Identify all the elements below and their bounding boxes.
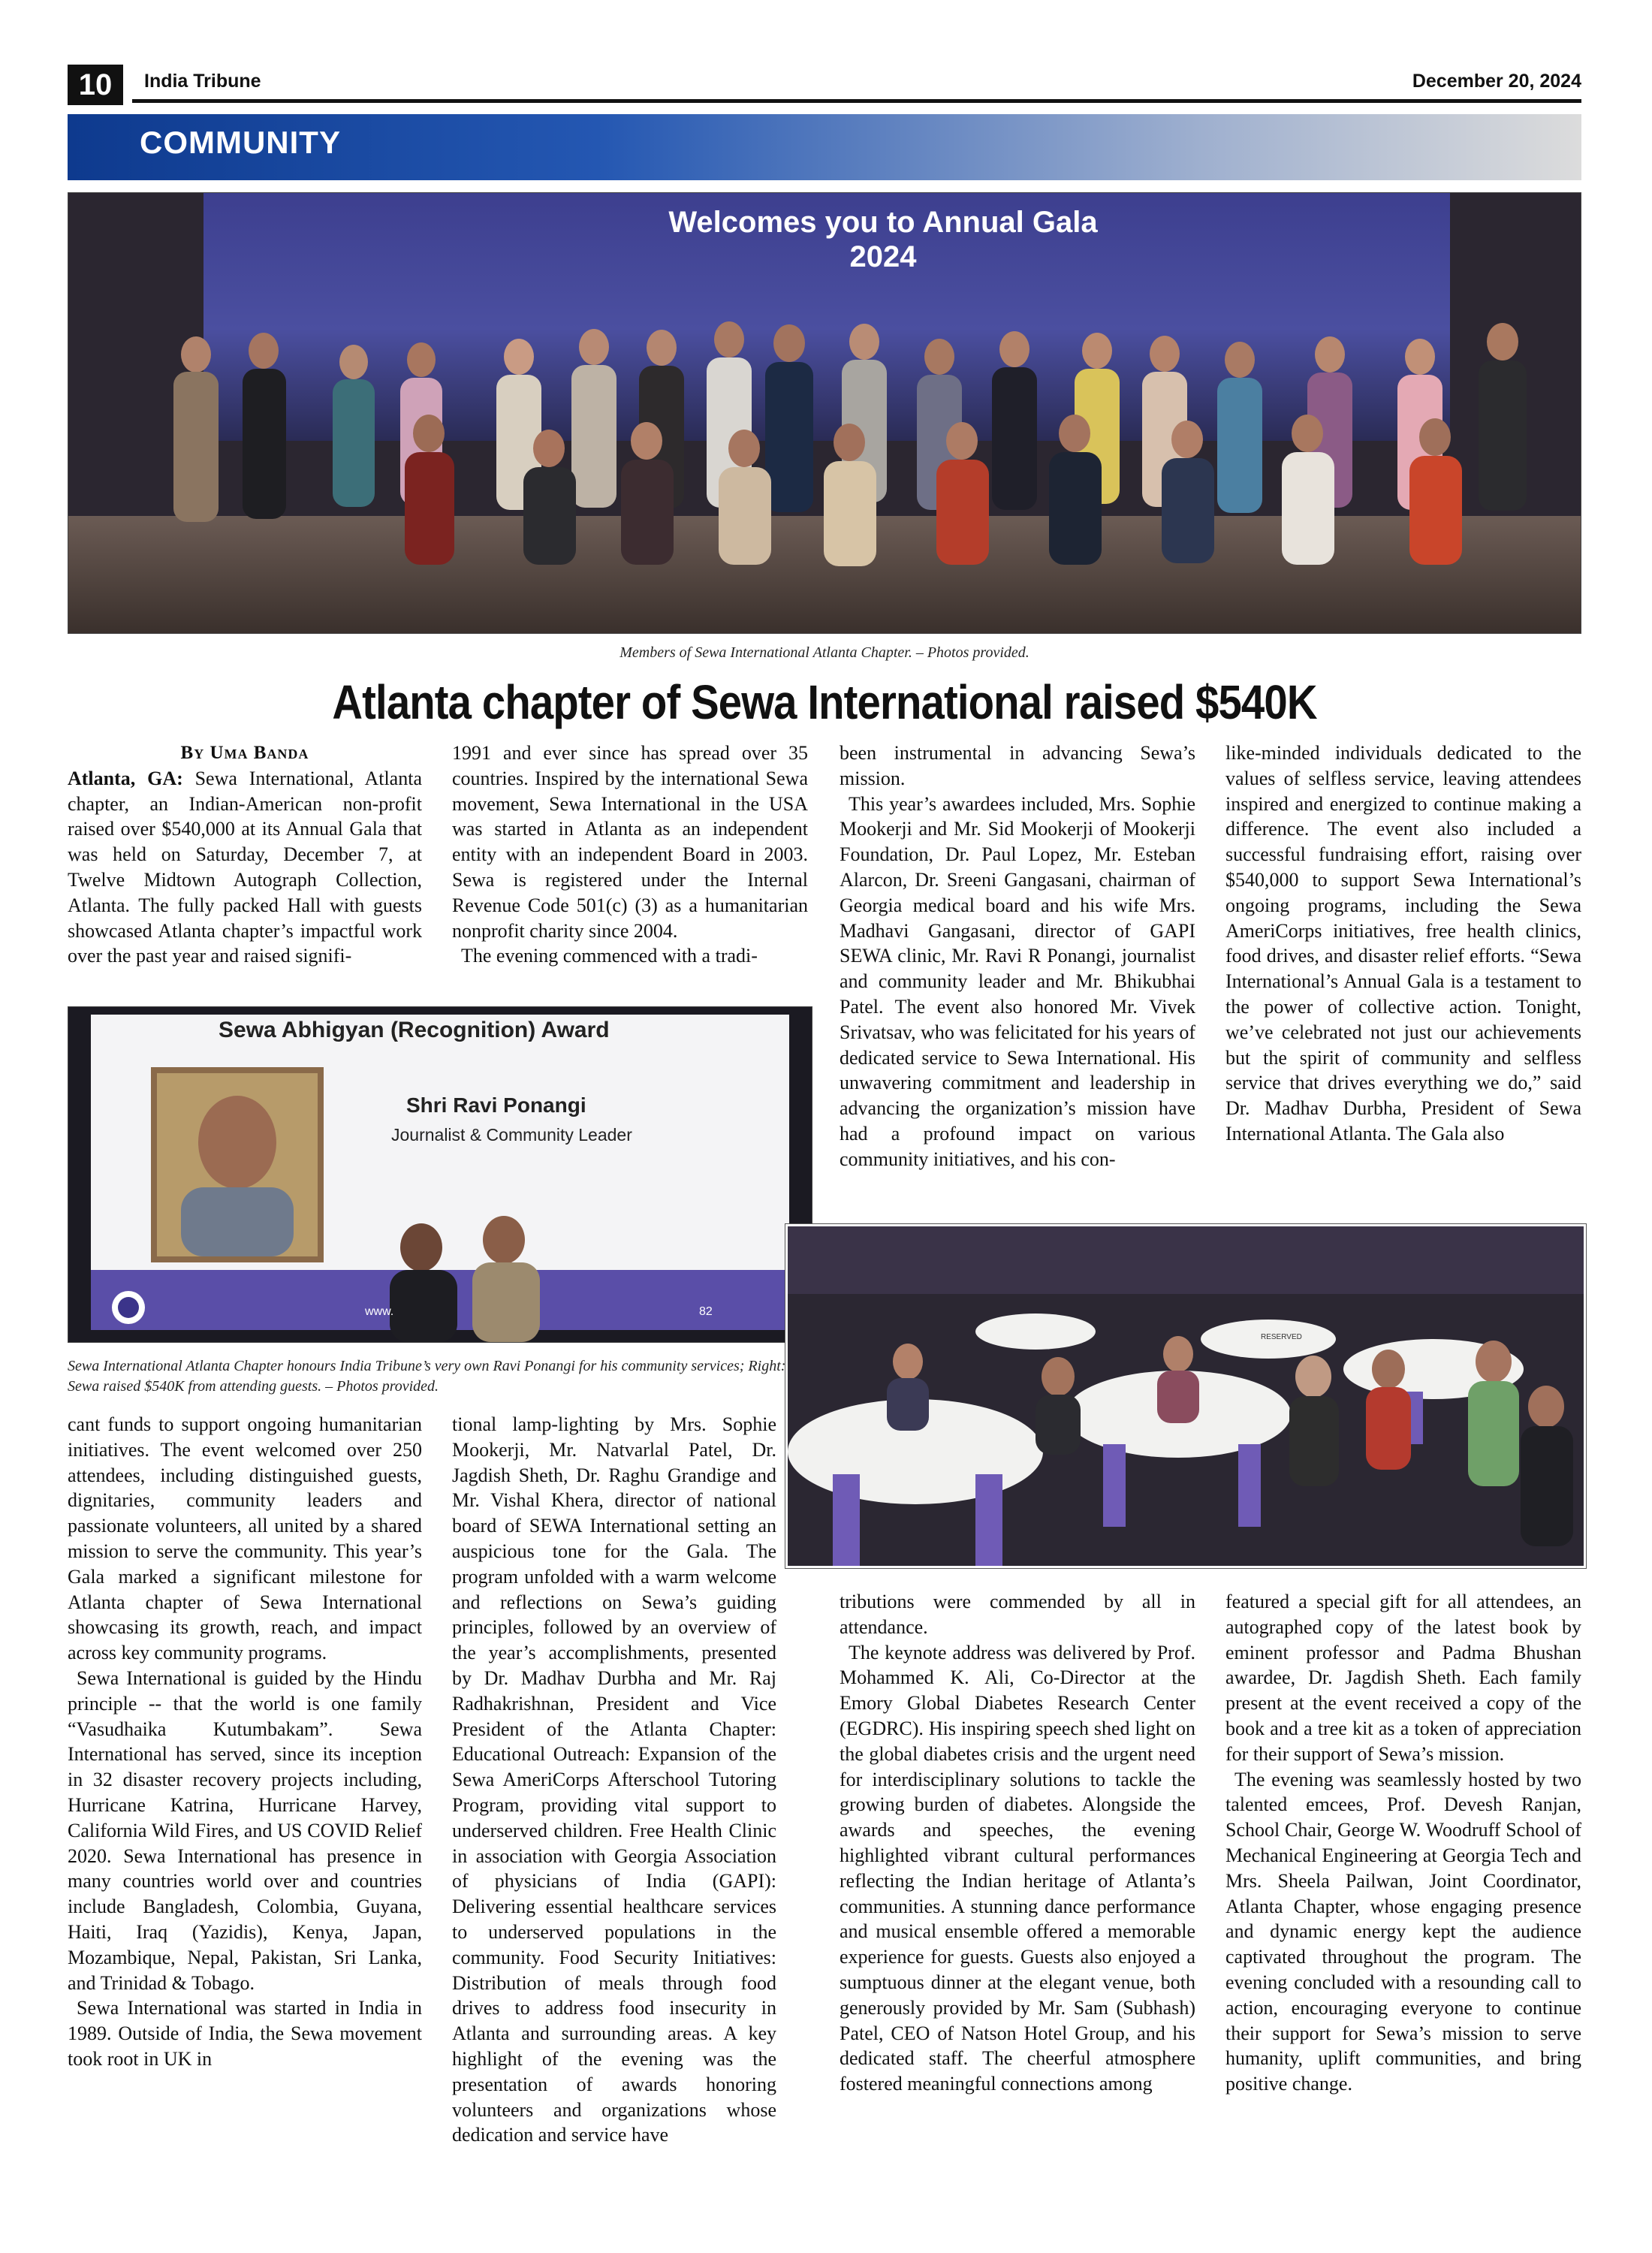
dinner-photo-illustration [788, 1226, 1584, 1566]
col1-bottom-p3: Sewa International was started in India in 1989. Outside of India, the Sewa movement took root in UK in [68, 1997, 422, 2070]
award-photo-illustration [68, 1007, 812, 1342]
col3-top-p1: been instrumental in advancing Sewa’s mission. [840, 742, 1195, 789]
col4-top-text: like-minded individuals dedicated to the values of selfless service, leaving attendees inspired and energized to continue making a difference. The event also included a successful fundraising effort, raising over $540,000 to support Sewa International’s ongoing programs, including the Sewa AmeriCorps initiatives, free health clinics, food drives, and disaster relief efforts. “Sewa International’s Annual Gala is a testament to the power of collective action. Tonight, we’ve celebrated not just our achievements but the spirit of community and selfless service that drives everything we do,” said Dr. Madhav Durbha, President of Sewa International Atlanta. The Gala also [1225, 742, 1581, 1145]
award-photo [68, 1006, 812, 1343]
honoree-name: Shri Ravi Ponangi [406, 1093, 586, 1117]
dinner-photo [785, 1224, 1586, 1568]
banner-line-1: Welcomes you to Annual Gala [668, 206, 1098, 239]
byline: By Uma Banda [180, 743, 309, 763]
page-number: 10 [68, 65, 123, 105]
col3-top-p2: This year’s awardees included, Mrs. Sophie Mookerji and Mr. Sid Mookerji of Mookerji Foundation, Dr. Paul Lopez, Mr. Esteban Alarcon, Dr. Sreeni Gangasani, chairman of Georgia medical board and his wife Mrs. Madhavi Gangasani, director of GAPI SEWA clinic, Mr. Ravi R Ponangi, journalist and community leader and Mr. Bhikubhai Patel. The event also honored Mr. Vivek Srivatsav, who was felicitated for his years of dedicated service to Sewa International. His unwavering commitment and leadership in advancing the organization’s mission have had a profound impact on various community initiatives, and his con- [840, 792, 1195, 1170]
lower-photo-caption: Sewa International Atlanta Chapter honours India Tribune’s very own Ravi Ponangi for his community services; Right: Sewa raised $540K from attending guests. – Photos provided. [68, 1358, 786, 1395]
group-photo [68, 192, 1581, 634]
publication-name: India Tribune [144, 71, 261, 92]
column-3-top [840, 740, 1195, 1172]
dateline: Atlanta, GA: [68, 767, 183, 789]
section-title: COMMUNITY [140, 125, 341, 160]
col2-bottom-text: tional lamp-lighting by Mrs. Sophie Mookerji, Mr. Natvarlal Patel, Dr. Jagdish Sheth, Dr. Raghu Grandige and Mr. Vishal Khera, director of national board of SEWA International setting an auspicious tone for the Gala. The program unfolded with a warm welcome and reflections on Sewa’s guiding principles, followed by an overview of the year’s accomplishments, presented by Dr. Madhav Durbha and Mr. Raj Radhakrishnan, President and Vice President of the Atlanta Chapter: Educational Outreach: Expansion of the Sewa AmeriCorps Afterschool Tutoring Program, providing vital support to underserved children. Free Health Clinic in association with Georgia Association of physicians of India (GAPI): Delivering essential healthcare services to underserved populations in the community. Food Security Initiatives: Distribution of meals through food drives to address food insecurity in Atlanta and surrounding areas. A key highlight of the evening was the presentation of awards honoring volunteers and organizations whose dedication and service have [452, 1413, 776, 2146]
banner-line-2: 2024 [849, 240, 917, 273]
col4-bottom-p1: featured a special gift for all attendees, an autographed copy of the latest book by eminent professor and Padma Bhushan awardee, Dr. Jagdish Sheth. Each family present at the event received a copy of the book and a tree kit as a token of appreciation for their support of Sewa’s mission. [1225, 1591, 1581, 1765]
slide-number: 82 [699, 1305, 713, 1318]
column-1-top [68, 740, 422, 969]
column-3-bottom [840, 1589, 1195, 2097]
slide-footer-text: www. [365, 1305, 394, 1318]
top-photo-caption: Members of Sewa International Atlanta Chapter. – Photos provided. [620, 644, 1029, 661]
column-2-bottom [452, 1412, 776, 2148]
column-4-bottom [1225, 1589, 1581, 2097]
col2-top-p1: 1991 and ever since has spread over 35 countries. Inspired by the international Sewa movement, Sewa International in the USA was started in Atlanta as an independent entity with an independent Board in 2003. Sewa is registered under the Internal Revenue Code 501(c) (3) as a humanitarian nonprofit charity since 2004. [452, 742, 808, 942]
issue-date: December 20, 2024 [1412, 71, 1581, 92]
header-rule [132, 99, 1581, 103]
award-slide-title: Sewa Abhigyan (Recognition) Award [219, 1018, 610, 1042]
col1-bottom-p2: Sewa International is guided by the Hindu principle -- that the world is one family “Vasudhaika Kutumbakam”. Sewa International has served, since its inception in 32 disaster recovery projects including, Hurricane Katrina, Hurricane Harvey, California Wild Fires, and US COVID Relief 2020. Sewa International has presence in many countries world over and countries include Bangladesh, Colombia, Guyana, Haiti, Iraq (Yazidis), Kenya, Japan, Mozambique, Nepal, Pakistan, Sri Lanka, and Trinidad & Tobago. [68, 1666, 422, 1994]
col2-top-p2: The evening commenced with a tradi- [461, 945, 758, 967]
col3-bottom-p1: tributions were commended by all in attendance. [840, 1591, 1195, 1638]
section-band [68, 114, 1581, 180]
column-4-top [1225, 740, 1581, 1147]
col4-bottom-p2: The evening was seamlessly hosted by two talented emcees, Prof. Devesh Ranjan, School Chair, George W. Woodruff School of Mechanical Engineering at Georgia Tech and Mrs. Sheela Pailwan, Joint Coordinator, Atlanta Chapter, whose engaging presence and dynamic energy kept the audience captivated throughout the program. The evening concluded with a resounding call to action, encouraging everyone to continue their support for Sewa’s mission to serve humanity, uplift communities, and bring positive change. [1225, 1768, 1581, 2095]
column-1-bottom [68, 1412, 422, 2072]
table-sign: RESERVED [1261, 1333, 1302, 1341]
col3-bottom-p2: The keynote address was delivered by Prof. Mohammed K. Ali, Co-Director at the Emory Global Diabetes Research Center (EGDRC). His inspiring speech shed light on the global diabetes crisis and the urgent need for interdisciplinary solutions to tackle the growing burden of diabetes. Alongside the awards and speeches, the evening highlighted vibrant cultural performances reflecting the Indian heritage of Atlanta’s communities. A stunning dance performance and musical ensemble offered a memorable experience for guests. Guests also enjoyed a sumptuous dinner at the elegant venue, both generously provided by Mr. Sam (Subhash) Patel, CEO of Natson Hotel Group, and his dedicated staff. The cheerful atmosphere fostered meaningful connections among [840, 1641, 1195, 2095]
column-2-top [452, 740, 808, 969]
col1-bottom-p1: cant funds to support ongoing humanitarian initiatives. The event welcomed over 250 attendees, including distinguished guests, dignitaries, community leaders and passionate volunteers, all united by a shared mission to serve the community. This year’s Gala marked a significant milestone for Atlanta chapter of Sewa International showcasing its growth, reach, and impact across key community programs. [68, 1413, 422, 1664]
headline: Atlanta chapter of Sewa International raised $540K [332, 675, 1317, 729]
group-photo-illustration [68, 193, 1581, 633]
honoree-role: Journalist & Community Leader [391, 1125, 632, 1145]
col1-top-text: Sewa International, Atlanta chapter, an Indian-American non-profit raised over $540,000 at its Annual Gala that was held on Saturday, December 7, at Twelve Midtown Autograph Collection, Atlanta. The fully packed Hall with guests showcased Atlanta chapter’s impactful work over the past year and raised signifi- [68, 767, 422, 967]
